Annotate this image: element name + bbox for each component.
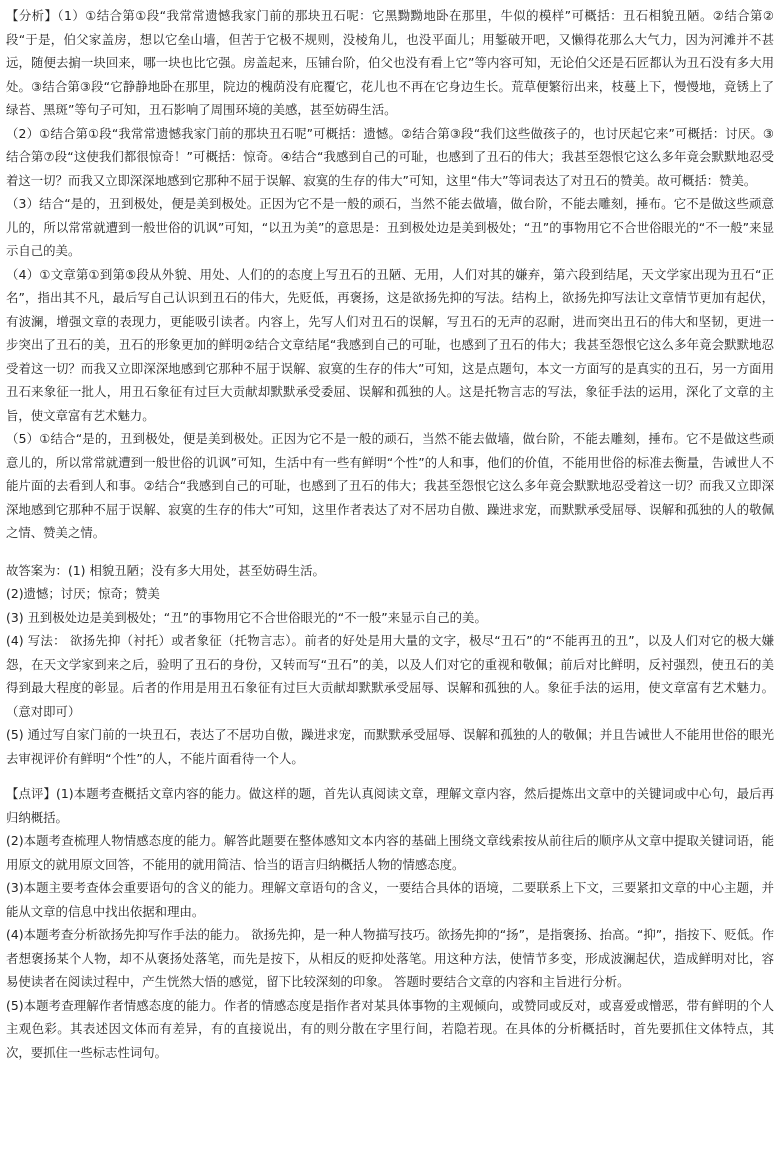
section-spacer [6, 545, 774, 559]
section-spacer [6, 770, 774, 782]
analysis-paragraph-5: （5）①结合“是的，丑到极处，便是美到极处。正因为它不是一般的顽石，当然不能去做墙，做台阶，不能去雕刻，捶布。它不是做这些顽意儿的，所以常常就遭到一般世俗的讥讽”可知，生活中有一些有鲜明“个性”的人和事，他们的价值，不能用世俗的标准去衡量，告诫世人不能片面的去看到人和事。②结合“我感到自己的可耻，也感到了丑石的伟大；我甚至怨恨它这么多年竟会默默地忍受着这一切？而我又立即深深地感到它那种不屈于误解、寂寞的生存的伟大”可知，这里作者表达了对不居功自傲、躁进求宠，而默默承受屈辱、误解和孤独的人的敬佩之情、赞美之情。 [6, 431, 774, 540]
answer-line-5: (5) 通过写自家门前的一块丑石，表达了不居功自傲，躁进求宠，而默默承受屈辱、误解和孤独的人的敬佩；并且告诫世人不能用世俗的眼光去审视评价有鲜明“个性”的人，不能片面看待一个人。 [6, 727, 774, 766]
analysis-paragraph-3: （3）结合“是的，丑到极处，便是美到极处。正因为它不是一般的顽石，当然不能去做墙，做台阶，不能去雕刻，捶布。它不是做这些顽意儿的，所以常常就遭到一般世俗的讥讽”可知，“以丑为美”的意思是：丑到极处边是美到极处；“丑”的事物用它不合世俗眼光的“不一般”来显示自己的美。 [6, 196, 774, 258]
answer-line-1: 故答案为：(1) 相貌丑陋；没有多大用处，甚至妨碍生活。 [6, 562, 325, 578]
comment-paragraph-5: (5)本题考查理解作者情感态度的能力。作者的情感态度是指作者对某具体事物的主观倾向，或赞同或反对，或喜爱或憎恶，带有鲜明的个人主观色彩。其表述因文体而有差异，有的直接说出，有的则分散在字里行间，若隐若现。在具体的分析概括时，首先要抓住文体特点，其次，要抓住一些标志性词句。 [6, 997, 774, 1060]
analysis-paragraph-1: 【分析】（1）①结合第①段“我常常遗憾我家门前的那块丑石呢：它黑黝黝地卧在那里，牛似的模样”可概括：丑石相貌丑陋。②结合第②段“于是，伯父家盖房，想以它垒山墙，但苦于它极不规则，没棱角儿，也没平面儿；用錾破开吧，又懒得花那么大气力，因为河滩并不甚远，随便去掮一块回来，哪一块也比它强。房盖起来，压铺台阶，伯父也没有看上它”等内容可知，无论伯父还是石匠都认为丑石没有多大用处。③结合第③段“它静静地卧在那里，院边的槐荫没有庇覆它，花儿也不再在它身边生长。荒草便繁衍出来，枝蔓上下，慢慢地，竟锈上了绿苔、黑斑”等句子可知，丑石影响了周围环境的美感，甚至妨碍生活。 [6, 8, 774, 117]
analysis-paragraph-4: （4）①文章第①到第⑤段从外貌、用处、人们的的态度上写丑石的丑陋、无用，人们对其的嫌弃，第六段到结尾，天文学家出现为丑石“正名”，指出其不凡，最后写自己认识到丑石的伟大，先贬低，再褒扬，这是欲扬先抑的写法。结构上，欲扬先抑写法让文章情节更加有起伏，有波澜，增强文章的表现力，更能吸引读者。内容上，先写人们对丑石的误解，写丑石的无声的忍耐，进而突出丑石的伟大和坚韧，更进一步突出了丑石的美，丑石的形象更加的鲜明②结合文章结尾“我感到自己的可耻，也感到了丑石的伟大；我甚至怨恨它这么多年竟会默默地忍受着这一切？而我又立即深深地感到它那种不屈于误解、寂寞的生存的伟大”可知，这是点题句，本文一方面写的是真实的丑石，另一方面用丑石来象征一批人，用丑石象征有过巨大贡献却默默承受委屈、误解和孤独的人。这是托物言志的写法，象征手法的运用，深化了文章的主旨，使文章富有艺术魅力。 [6, 266, 774, 423]
answer-line-2: (2)遗憾；讨厌；惊奇；赞美 [6, 586, 160, 601]
answer-section [6, 559, 774, 771]
analysis-paragraph-2: （2）①结合第①段“我常常遗憾我家门前的那块丑石呢”可概括：遗憾。②结合第③段“我们这些做孩子的，也讨厌起它来”可概括：讨厌。③结合第⑦段“这使我们都很惊奇！”可概括：惊奇。④结合“我感到自己的可耻，也感到了丑石的伟大；我甚至怨恨它这么多年竟会默默地忍受着这一切？而我又立即深深地感到它那种不屈于误解、寂寞的生存的伟大”可知，这里“伟大”等词表达了对丑石的赞美。故可概括：赞美。 [6, 125, 774, 188]
answer-line-4: (4) 写法： 欲扬先抑（衬托）或者象征（托物言志）。前者的好处是用大量的文字，极尽“丑石”的“不能再丑的丑”，以及人们对它的极大嫌怨，在天文学家到来之后，验明了丑石的身份，又转而写“丑石”的美，以及人们对它的重视和敬佩；前后对比鲜明，反衬强烈，使丑石的美得到最大程度的彰显。后者的作用是用丑石象征有过巨大贡献却默默承受屈辱、误解和孤独的人。象征手法的运用，使文章富有艺术魅力。（意对即可） [6, 633, 774, 719]
comment-paragraph-3: (3)本题主要考查体会重要语句的含义的能力。理解文章语句的含义，一要结合具体的语境，二要联系上下文，三要紧扣文章的中心主题，并能从文章的信息中找出依据和理由。 [6, 880, 774, 919]
comment-section [6, 782, 774, 1064]
comment-paragraph-2: (2)本题考查梳理人物情感态度的能力。解答此题要在整体感知文本内容的基础上围绕文章线索按从前往后的顺序从文章中提取关键词语，能用原文的就用原文回答，不能用的就用简洁、恰当的语言归纳概括人物的情感态度。 [6, 833, 774, 872]
answer-line-3: (3) 丑到极处边是美到极处；“丑”的事物用它不合世俗眼光的“不一般”来显示自己的美。 [6, 609, 487, 625]
comment-paragraph-1: 【点评】(1)本题考查概括文章内容的能力。做这样的题，首先认真阅读文章，理解文章内容，然后提炼出文章中的关键词或中心句，最后再归纳概括。 [6, 786, 774, 825]
comment-paragraph-4: (4)本题考查分析欲扬先抑写作手法的能力。 欲扬先抑，是一种人物描写技巧。欲扬先抑的“扬”，是指褒扬、抬高。“抑”，指按下、贬低。作者想褒扬某个人物，却不从褒扬处落笔，而先是按下，从相反的贬抑处落笔。用这种方法，使情节多变，形成波澜起伏，造成鲜明对比，容易使读者在阅读过程中，产生恍然大悟的感觉，留下比较深刻的印象。 答题时要结合文章的内容和主旨进行分析。 [6, 927, 774, 989]
analysis-section [6, 4, 774, 545]
